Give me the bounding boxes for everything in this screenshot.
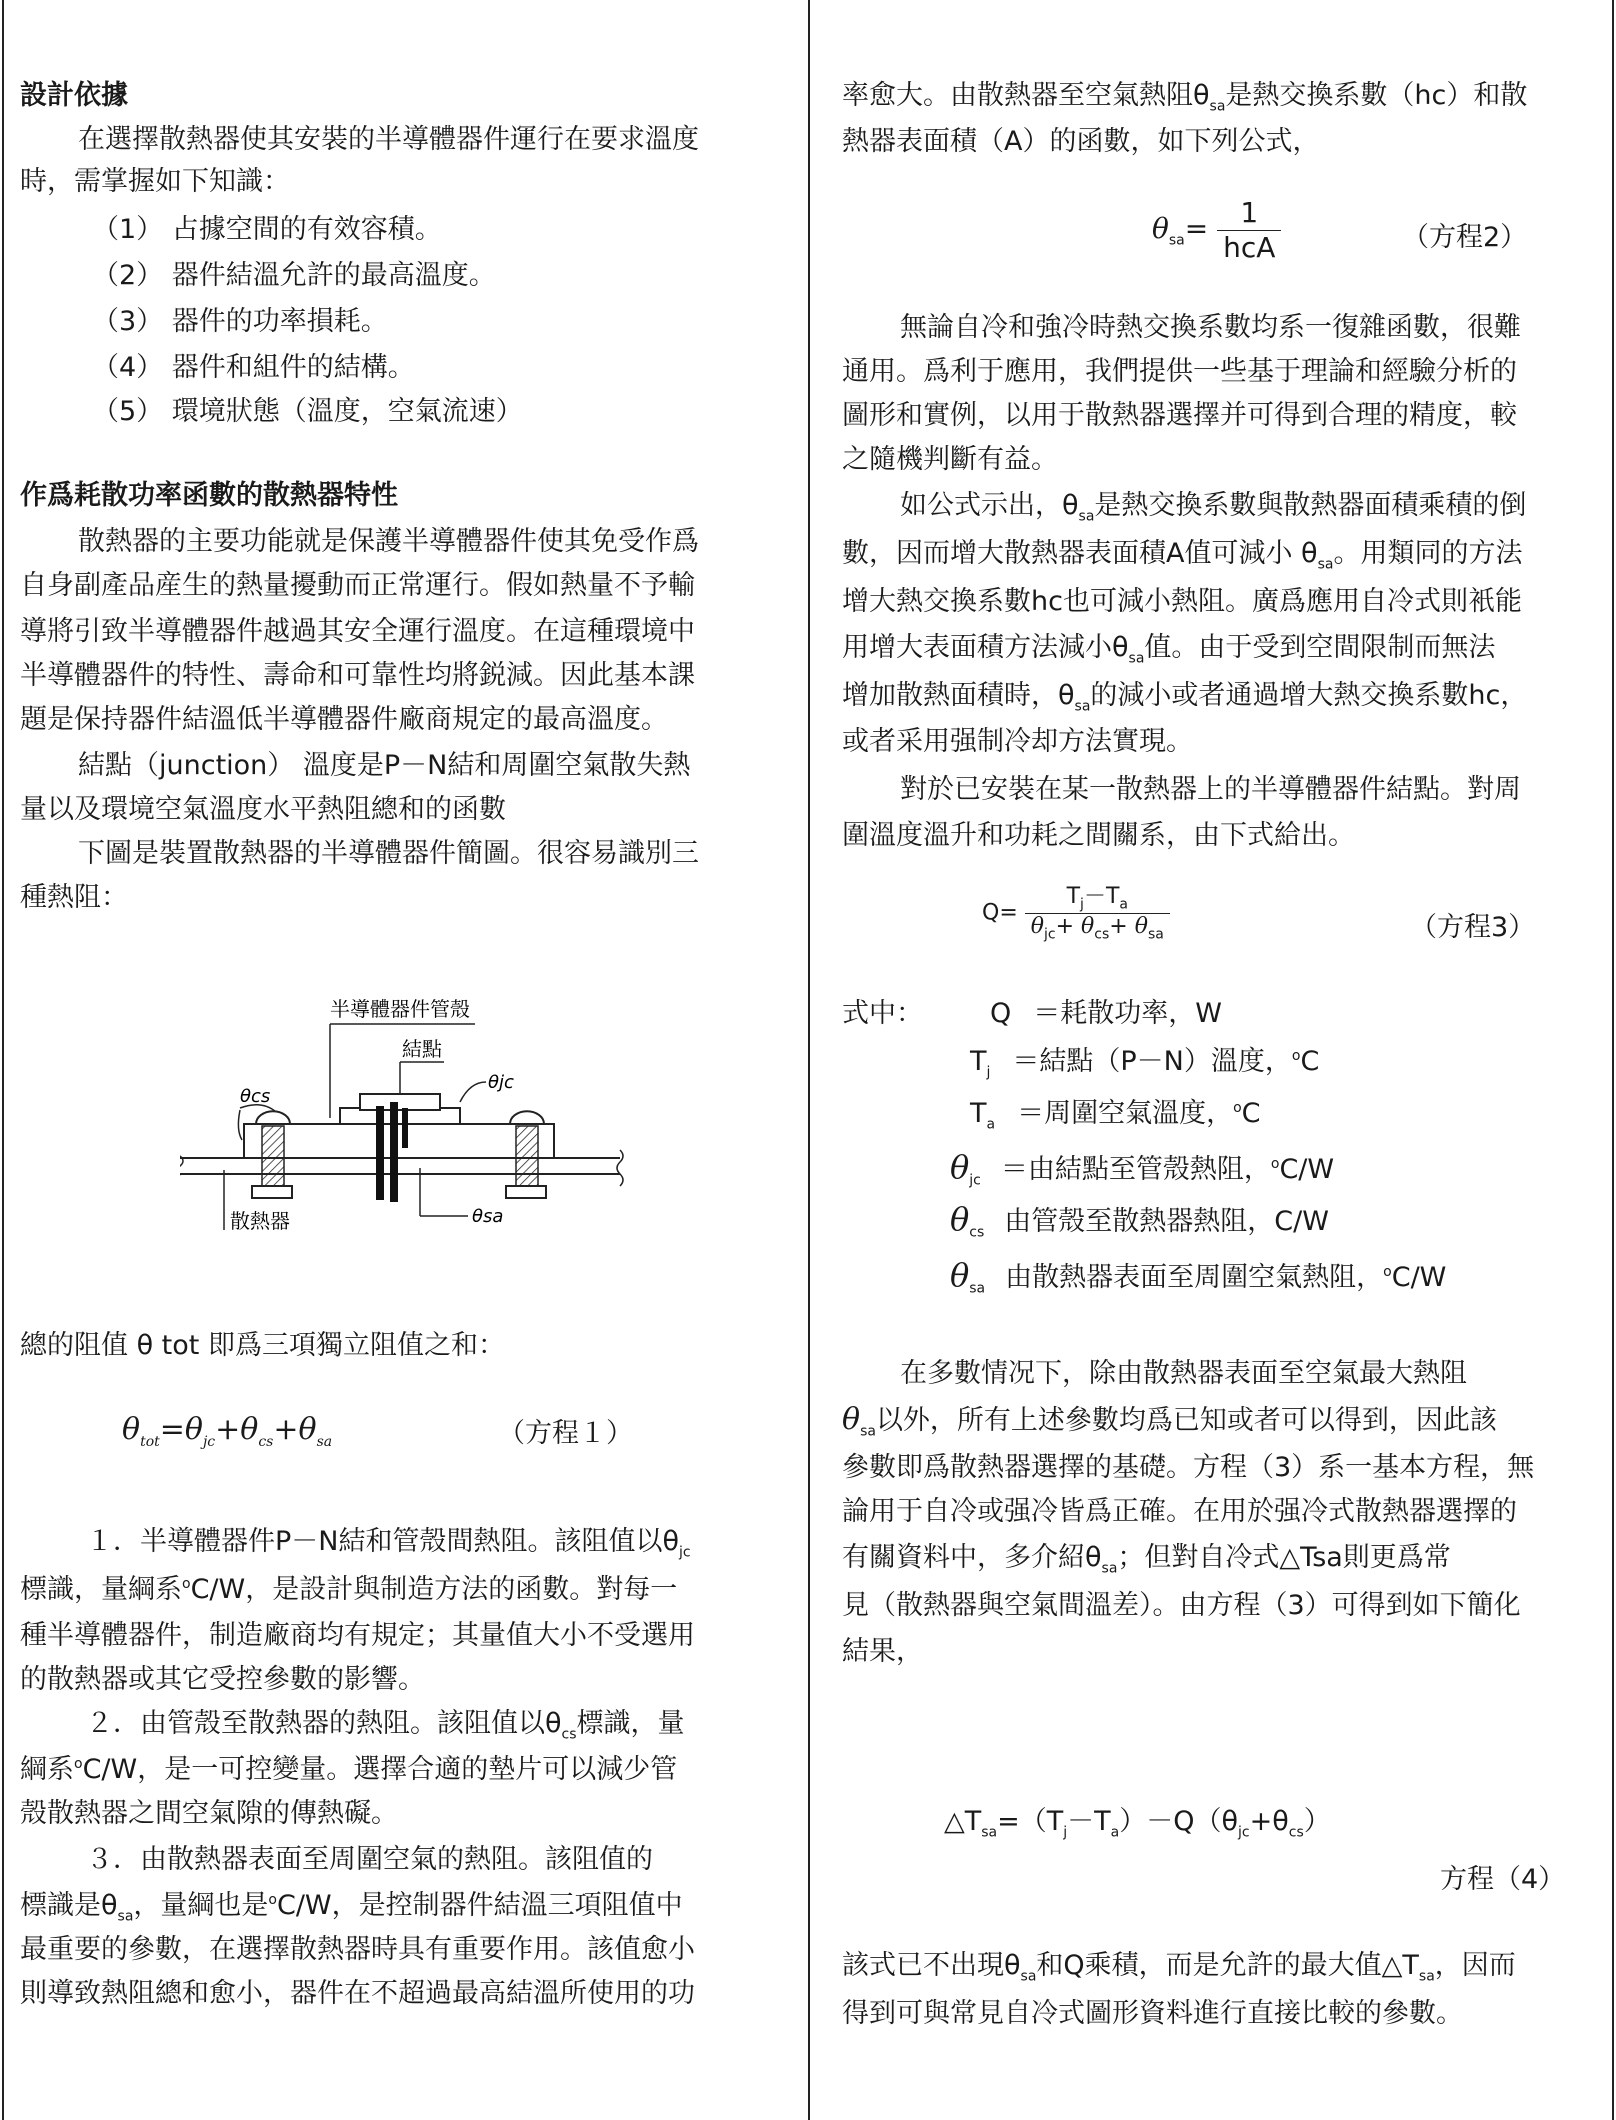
text: C/W，是設計與制造方法的函數。對每一: [190, 1574, 678, 1605]
subscript: sa: [1128, 650, 1145, 667]
paragraph-line: [20, 1754, 677, 1786]
equation-1-label: （方程１）: [498, 1418, 633, 1449]
list-item: （2） 器件結溫允許的最高溫度。: [92, 260, 496, 291]
subscript: sa: [969, 1280, 986, 1297]
eq1-theta: θ: [240, 1412, 259, 1447]
list-item: （3） 器件的功率損耗。: [92, 306, 388, 337]
text: 。用類同的方法: [1333, 538, 1523, 569]
text: ；但對自冷式△Tsa則更爲常: [1117, 1542, 1451, 1573]
text: 標識，量綱系: [20, 1574, 182, 1605]
list-item: （1） 占據空間的有效容積。: [92, 214, 442, 245]
paragraph-line: 圖形和實例，以用于散熱器選擇并可得到合理的精度，較: [842, 400, 1517, 431]
eq1-symbol: =: [159, 1412, 185, 1447]
paragraph-line: 半導體器件的特性、壽命和可靠性均將鋭減。因此基本課: [20, 660, 695, 691]
text: ，量綱也是: [133, 1890, 269, 1921]
symbol: θ: [950, 1148, 970, 1186]
eq1-symbol: +: [273, 1412, 299, 1447]
symbol: θ: [950, 1200, 970, 1238]
text: 由管殼至散熱器熱阻，: [1004, 1206, 1275, 1237]
subscript: cs: [1094, 926, 1110, 943]
paragraph-line: 或者采用强制冷却方法實現。: [842, 726, 1193, 757]
text: ＝結點（P－N）溫度，: [1012, 1046, 1292, 1077]
paragraph-line: 的散熱器或其它受控參數的影響。: [20, 1664, 425, 1695]
eq2-sub: sa: [1168, 232, 1185, 249]
subscript: jc: [969, 1172, 981, 1189]
eq1-sub: tot: [140, 1434, 160, 1450]
paragraph-line: 導將引致半導體器件越過其安全運行溫度。在這種環境中: [20, 616, 695, 647]
subscript: sa: [1147, 926, 1164, 943]
text: 該式已不出現θ: [842, 1950, 1021, 1981]
definition-theta-sa: [950, 1256, 1446, 1297]
paragraph-line: 無論自冷和強冷時熱交換系數均系一復雜函數，很難: [900, 312, 1521, 343]
unit: C/W: [1274, 1206, 1329, 1237]
unit: C: [1300, 1046, 1320, 1077]
subscript: sa: [1418, 1968, 1435, 1985]
subscript: j: [986, 1064, 991, 1081]
list-item: （4） 器件和組件的結構。: [92, 352, 415, 383]
paragraph-line: [842, 1542, 1451, 1577]
definition-q: [990, 998, 1222, 1030]
equation-3: [982, 884, 1170, 943]
where-label: 式中：: [842, 998, 923, 1029]
subscript: sa: [1317, 556, 1334, 573]
paragraph-line: 論用于自冷或强冷皆爲正確。在用於强冷式散熱器選擇的: [842, 1496, 1517, 1527]
subscript: cs: [561, 1726, 577, 1743]
unit: C/W: [1391, 1262, 1447, 1293]
text: ＝由結點至管殼熱阻，: [1000, 1154, 1271, 1185]
paragraph-line: 種熱阻：: [20, 882, 128, 913]
page-border-left: [2, 0, 4, 2120]
eq1-symbol: +: [215, 1412, 241, 1447]
symbol: θ: [950, 1256, 970, 1294]
subscript: sa: [117, 1908, 134, 1925]
paragraph-line: 散熱器的主要功能就是保護半導體器件使其免受作爲: [78, 526, 699, 557]
definition-theta-jc: [950, 1148, 1334, 1189]
subscript: cs: [969, 1224, 985, 1241]
paragraph-line: 題是保持器件結溫低半導體器件廠商規定的最高溫度。: [20, 704, 668, 735]
symbol: T: [970, 1046, 987, 1077]
heatsink-diagram: [180, 990, 660, 1250]
paragraph-line: 則導致熱阻總和愈小，器件在不超過最高結溫所使用的功: [20, 1978, 695, 2009]
text: θ: [1134, 914, 1148, 940]
text: 如公式示出，θ: [900, 490, 1079, 521]
degree: o: [1270, 1156, 1280, 1172]
paragraph-line: 得到可與常見自冷式圖形資料進行直接比較的參數。: [842, 1998, 1463, 2029]
paragraph-line: 通用。爲利于應用，我們提供一些基于理論和經驗分析的: [842, 356, 1517, 387]
degree: o: [1291, 1048, 1301, 1064]
equation-1: [122, 1412, 332, 1451]
text: 綱系: [20, 1754, 74, 1785]
label-heatsink: 散熱器: [230, 1209, 290, 1233]
subscript: sa: [1101, 1560, 1118, 1577]
eq2-lhs: θ: [1152, 212, 1169, 246]
paragraph-line: 種半導體器件，制造廠商均有規定；其量值大小不受選用: [20, 1620, 695, 1651]
text: +: [1055, 914, 1075, 940]
paragraph-line: 量以及環境空氣溫度水平熱阻總和的函數: [20, 794, 506, 825]
text: 是熱交換系數（hc）和散: [1225, 80, 1528, 111]
paragraph-line: 時，需掌握如下知識：: [20, 166, 290, 197]
eq1-theta: θ: [122, 1412, 141, 1447]
subscript: cs: [1288, 1824, 1304, 1841]
text: 標識是θ: [20, 1890, 118, 1921]
eq2-numerator: 1: [1217, 196, 1281, 231]
paragraph-line: 圍溫度溫升和功耗之間關系，由下式給出。: [842, 820, 1355, 851]
eq2-fraction: [1217, 196, 1281, 264]
subscript: a: [1110, 1824, 1120, 1841]
paragraph-line: 結點（junction） 溫度是P－N結和周圍空氣散失熱: [78, 750, 691, 781]
text: 率愈大。由散熱器至空氣熱阻θ: [842, 80, 1210, 111]
label-case: 半導體器件管殼: [330, 997, 470, 1021]
equation-3-label: （方程3）: [1410, 912, 1536, 943]
label-theta-cs: θcs: [240, 1086, 271, 1107]
paragraph-line: [86, 1526, 691, 1561]
text: ）－Q（θ: [1119, 1806, 1239, 1837]
subscript: j: [1080, 896, 1084, 913]
symbol: T: [970, 1098, 987, 1129]
eq1-sub: jc: [202, 1434, 216, 1450]
paragraph-line: [842, 538, 1522, 573]
label-theta-jc: θjc: [488, 1072, 514, 1093]
paragraph-line: [842, 680, 1527, 715]
page-border-right: [1612, 0, 1614, 2120]
paragraph-line: 見（散熱器與空氣間溫差）。由方程（3）可得到如下簡化: [842, 1590, 1521, 1621]
subscript: sa: [860, 1423, 876, 1440]
definition-ta: [970, 1098, 1261, 1133]
subscript: a: [1119, 896, 1128, 913]
subscript: a: [986, 1116, 996, 1133]
eq1-theta: θ: [184, 1412, 203, 1447]
subscript: jc: [1238, 1824, 1250, 1841]
heading-design-basis: 設計依據: [20, 80, 128, 111]
text: θ: [1030, 914, 1044, 940]
text: 以外，所有上述參數均爲已知或者可以得到，因此該: [875, 1405, 1497, 1436]
text: １．半導體器件P－N結和管殼間熱阻。該阻值以θ: [86, 1526, 679, 1557]
equation-4: [944, 1806, 1331, 1841]
paragraph-line: 總的阻值 θ tot 即爲三項獨立阻值之和：: [20, 1330, 505, 1361]
label-junction: 結點: [402, 1037, 442, 1061]
degree: o: [74, 1756, 83, 1772]
paragraph-line: [842, 80, 1527, 115]
eq3-numerator: [1025, 884, 1170, 914]
text: 是熱交換系數與散熱器面積乘積的倒: [1094, 490, 1527, 521]
text: 值。由于受到空間限制而無法: [1144, 632, 1496, 663]
paragraph-line: 對於已安裝在某一散熱器上的半導體器件結點。對周: [900, 774, 1521, 805]
list-item: （5） 環境狀態（溫度，空氣流速）: [92, 396, 523, 427]
subscript: sa: [1074, 698, 1091, 715]
text: T: [1105, 884, 1120, 909]
eq1-sub: sa: [316, 1434, 333, 1450]
subscript: jc: [679, 1544, 691, 1561]
paragraph-line: 參數即爲散熱器選擇的基礎。方程（3）系一基本方程，無: [842, 1452, 1535, 1483]
paragraph-line: [842, 1950, 1516, 1985]
degree: o: [1383, 1264, 1392, 1280]
eq1-theta: θ: [298, 1412, 317, 1447]
paragraph-line: [86, 1708, 685, 1743]
text: 增加散熱面積時，θ: [842, 680, 1075, 711]
text: θ: [842, 1402, 861, 1437]
text: 和Q乘積，而是允許的最大值△T: [1036, 1950, 1419, 1981]
text: ）: [1303, 1806, 1331, 1837]
text: +: [1109, 914, 1128, 940]
paragraph-line: [842, 1402, 1497, 1440]
paragraph-line: 在選擇散熱器使其安裝的半導體器件運行在要求溫度: [78, 124, 699, 155]
paragraph-line: 之隨機判斷有益。: [842, 444, 1058, 475]
paragraph-line: ３．由散熱器表面至周圍空氣的熱阻。該阻值的: [86, 1844, 653, 1875]
text: ２．由管殼至散熱器的熱阻。該阻值以θ: [86, 1708, 562, 1739]
text: 標識，量: [576, 1708, 685, 1739]
paragraph-line: 在多數情况下，除由散熱器表面至空氣最大熱阻: [900, 1358, 1467, 1389]
paragraph-line: 增大熱交換系數hc也可減小熱阻。廣爲應用自冷式則衹能: [842, 586, 1522, 617]
text: 的減小或者通過增大熱交換系數hc，: [1090, 680, 1528, 711]
equation-4-label: 方程（4）: [1440, 1864, 1566, 1895]
unit: C: [1241, 1098, 1261, 1129]
paragraph-line: [842, 632, 1495, 667]
text: 用增大表面積方法減小θ: [842, 632, 1129, 663]
subscript: sa: [1209, 98, 1226, 115]
text: 有關資料中，多介紹θ: [842, 1542, 1102, 1573]
text: 數，因而增大散熱器表面積A值可減小 θ: [842, 538, 1318, 569]
paragraph-line: 殼散熱器之間空氣隙的傳熱礙。: [20, 1798, 398, 1829]
text: C/W，是控制器件結溫三項阻值中: [276, 1890, 683, 1921]
text: +θ: [1249, 1806, 1289, 1837]
text: －: [1083, 884, 1106, 909]
label-theta-sa: θsa: [472, 1206, 504, 1227]
subscript: j: [1063, 1824, 1068, 1841]
paragraph-line: 自身副產品産生的熱量擾動而正常運行。假如熱量不予輸: [20, 570, 695, 601]
subscript: jc: [1044, 926, 1056, 943]
text: 由散熱器表面至周圍空氣熱阻，: [1005, 1262, 1384, 1293]
text: ＝耗散功率，W: [1033, 998, 1222, 1029]
text: ，因而: [1434, 1950, 1516, 1981]
paragraph-line: [900, 490, 1526, 525]
paragraph-line: [20, 1574, 677, 1606]
paragraph-line: 結果，: [842, 1636, 923, 1667]
definition-theta-cs: [950, 1200, 1329, 1241]
unit: C/W: [1279, 1154, 1335, 1185]
heading-heatsink-characteristics: 作爲耗散功率函數的散熱器特性: [20, 480, 398, 511]
eq2-denominator: hcA: [1223, 230, 1276, 264]
degree: o: [268, 1892, 277, 1908]
equation-2: [1152, 196, 1281, 264]
subscript: sa: [1078, 508, 1095, 525]
text: C/W，是一可控變量。選擇合適的墊片可以減少管: [82, 1754, 678, 1785]
degree: o: [182, 1576, 191, 1592]
eq3-lhs: Q=: [982, 900, 1018, 926]
paragraph-line: [20, 1890, 683, 1925]
definition-tj: [970, 1046, 1319, 1081]
eq2-symbol: =: [1184, 212, 1209, 246]
degree: o: [1233, 1100, 1242, 1116]
text: T: [1066, 884, 1081, 909]
text: ＝周圍空氣溫度，: [1017, 1098, 1234, 1129]
paragraph-line: 熱器表面積（A）的函數，如下列公式，: [842, 126, 1320, 157]
column-divider: [808, 0, 810, 2120]
text: =（T: [997, 1806, 1064, 1837]
eq1-sub: cs: [258, 1434, 274, 1450]
equation-2-label: （方程2）: [1402, 222, 1528, 253]
paragraph-line: 最重要的參數，在選擇散熱器時具有重要作用。該值愈小: [20, 1934, 695, 1965]
symbol: Q: [990, 998, 1012, 1029]
eq3-fraction: [1025, 884, 1170, 943]
subscript: sa: [1020, 1968, 1037, 1985]
text: －T: [1067, 1806, 1111, 1837]
subscript: sa: [981, 1824, 998, 1841]
eq3-denominator: [1025, 914, 1170, 943]
text: θ: [1081, 914, 1095, 940]
text: △T: [944, 1806, 982, 1837]
paragraph-line: 下圖是裝置散熱器的半導體器件簡圖。很容易識別三: [78, 838, 699, 869]
